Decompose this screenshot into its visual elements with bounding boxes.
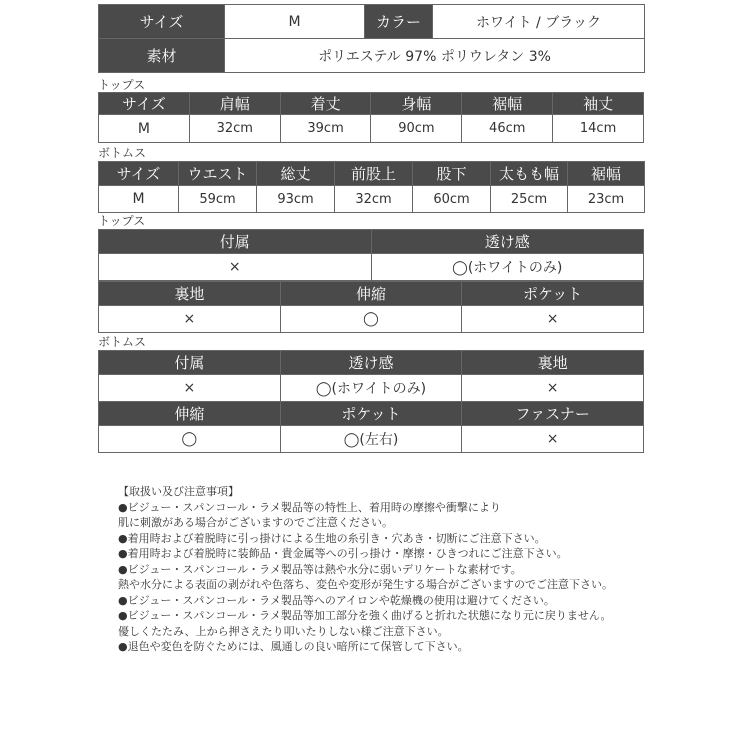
tops-value-shoulder: 32cm bbox=[189, 115, 280, 143]
bottoms-value-thigh: 25cm bbox=[491, 186, 568, 213]
tops-value-accessory: × bbox=[99, 254, 372, 281]
care-note-line: 優しくたたみ、上から押さえたり叩いたりしない様ご注意下さい。 bbox=[118, 624, 449, 638]
bottoms-value-inseam: 60cm bbox=[413, 186, 491, 213]
bottoms-header-inseam: 股下 bbox=[413, 162, 491, 186]
size-label: サイズ bbox=[99, 5, 225, 39]
care-notes-title: 【取扱い及び注意事項】 bbox=[118, 485, 239, 498]
bottoms-header-hem: 裾幅 bbox=[568, 162, 645, 186]
bottoms-header-sheerness: 透け感 bbox=[280, 351, 462, 375]
bottoms-value-lining: × bbox=[462, 375, 644, 402]
product-info-table bbox=[98, 4, 645, 73]
tops-value-hem: 46cm bbox=[462, 115, 553, 143]
tops-header-shoulder: 肩幅 bbox=[189, 93, 280, 115]
tops-header-pocket: ポケット bbox=[462, 282, 644, 306]
tops-value-pocket: × bbox=[462, 306, 644, 333]
care-note-line: ●着用時および着脱時に装飾品・貴金属等への引っ掛け・摩擦・ひきつれにご注意下さい。 bbox=[118, 547, 568, 560]
tops-header-hem: 裾幅 bbox=[462, 93, 553, 115]
tops-header-chest: 身幅 bbox=[371, 93, 462, 115]
size-value: M bbox=[225, 5, 365, 39]
tops-header-sheerness: 透け感 bbox=[371, 230, 644, 254]
tops-features-table-2 bbox=[98, 281, 644, 333]
bottoms-features-section-label: ボトムス bbox=[98, 335, 147, 349]
care-note-line: ●退色や変色を防ぐためには、風通しの良い暗所にて保管して下さい。 bbox=[118, 640, 469, 653]
tops-size-value-row bbox=[99, 115, 644, 143]
bottoms-header-front-rise: 前股上 bbox=[335, 162, 413, 186]
bottoms-value-sheerness: ◯(ホワイトのみ) bbox=[280, 375, 462, 402]
color-label: カラー bbox=[365, 5, 433, 39]
bottoms-header-pocket: ポケット bbox=[280, 402, 462, 426]
bottoms-header-stretch: 伸縮 bbox=[99, 402, 281, 426]
tops-header-lining: 裏地 bbox=[99, 282, 281, 306]
tops-size-table bbox=[98, 92, 644, 143]
bottoms-header-size: サイズ bbox=[99, 162, 179, 186]
tops-features-table-1 bbox=[98, 229, 644, 281]
bottoms-features-table bbox=[98, 350, 644, 453]
tops-header-sleeve: 袖丈 bbox=[553, 93, 644, 115]
bottoms-value-front-rise: 32cm bbox=[335, 186, 413, 213]
bottoms-header-lining: 裏地 bbox=[462, 351, 644, 375]
bottoms-value-stretch: ◯ bbox=[99, 426, 281, 453]
tops-value-chest: 90cm bbox=[371, 115, 462, 143]
bottoms-value-pocket: ◯(左右) bbox=[280, 426, 462, 453]
bottoms-header-total-length: 総丈 bbox=[257, 162, 335, 186]
tops-header-stretch: 伸縮 bbox=[280, 282, 462, 306]
tops-size-section-label: トップス bbox=[98, 78, 146, 92]
care-note-line: ●ビジュー・スパンコール・ラメ製品等加工部分を強く曲げると折れた状態になり元に戻りません。 bbox=[118, 609, 612, 622]
bottoms-value-waist: 59cm bbox=[179, 186, 257, 213]
care-note-line: ●ビジュー・スパンコール・ラメ製品等へのアイロンや乾燥機の使用は避けてください。 bbox=[118, 593, 555, 607]
tops-value-size: M bbox=[99, 115, 190, 143]
bottoms-value-size: M bbox=[99, 186, 179, 213]
care-notes bbox=[118, 484, 658, 655]
tops-features-section-label: トップス bbox=[98, 214, 146, 228]
bottoms-value-accessory: × bbox=[99, 375, 281, 402]
bottoms-header-accessory: 付属 bbox=[99, 351, 281, 375]
bottoms-size-section-label: ボトムス bbox=[98, 146, 147, 160]
tops-value-length: 39cm bbox=[280, 115, 371, 143]
care-note-line: ●ビジュー・スパンコール・ラメ製品等は熱や水分に弱いデリケートな素材です。 bbox=[118, 562, 522, 576]
tops-header-size: サイズ bbox=[99, 93, 190, 115]
bottoms-value-zipper: × bbox=[462, 426, 644, 453]
bottoms-size-value-row bbox=[99, 186, 645, 213]
care-note-line: ●着用時および着脱時に引っ掛けによる生地の糸引き・穴あき・切断にご注意下さい。 bbox=[118, 531, 546, 545]
care-note-line: 熱や水分による表面の剥がれや色落ち、変色や変形が発生する場合がございますのでご注意下さい。 bbox=[118, 578, 613, 591]
tops-header-length: 着丈 bbox=[280, 93, 371, 115]
bottoms-value-hem: 23cm bbox=[568, 186, 645, 213]
tops-header-accessory: 付属 bbox=[99, 230, 372, 254]
tops-value-sleeve: 14cm bbox=[553, 115, 644, 143]
bottoms-size-table bbox=[98, 161, 645, 213]
material-label: 素材 bbox=[99, 39, 225, 73]
tops-value-lining: × bbox=[99, 306, 281, 333]
care-note-line: 肌に刺激がある場合がございますのでご注意ください。 bbox=[118, 516, 393, 529]
bottoms-header-thigh: 太もも幅 bbox=[491, 162, 568, 186]
tops-value-sheerness: ◯(ホワイトのみ) bbox=[371, 254, 644, 281]
care-note-line: ●ビジュー・スパンコール・ラメ製品等の特性上、着用時の摩擦や衝撃により bbox=[118, 500, 501, 514]
tops-value-stretch: ◯ bbox=[280, 306, 462, 333]
bottoms-header-zipper: ファスナー bbox=[462, 402, 644, 426]
bottoms-size-header-row bbox=[99, 162, 645, 186]
material-value: ポリエステル 97% ポリウレタン 3% bbox=[225, 39, 645, 73]
bottoms-header-waist: ウエスト bbox=[179, 162, 257, 186]
color-value: ホワイト / ブラック bbox=[433, 5, 645, 39]
bottoms-value-total-length: 93cm bbox=[257, 186, 335, 213]
tops-size-header-row bbox=[99, 93, 644, 115]
